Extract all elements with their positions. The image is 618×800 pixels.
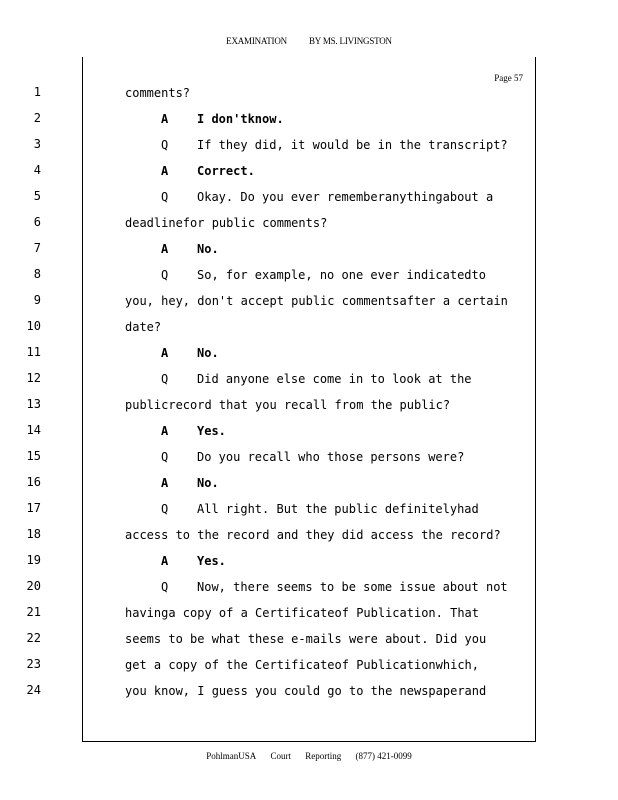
line-number: 16 bbox=[26, 475, 41, 489]
line-number: 24 bbox=[26, 683, 41, 697]
answer-label: A bbox=[161, 476, 169, 490]
transcript-line bbox=[33, 189, 535, 215]
line-number: 10 bbox=[26, 319, 41, 333]
answer-label: A bbox=[161, 346, 169, 360]
transcript-line bbox=[26, 319, 535, 345]
line-number: 6 bbox=[33, 215, 41, 229]
answer-label: A bbox=[161, 242, 169, 256]
answer-label: A bbox=[161, 424, 169, 438]
line-content: Now, there seems to be some issue about not bbox=[197, 580, 508, 594]
line-text bbox=[161, 476, 219, 490]
transcript-line bbox=[33, 111, 535, 137]
line-number: 22 bbox=[26, 631, 41, 645]
transcript-line bbox=[26, 449, 535, 475]
answer-label: A bbox=[161, 554, 169, 568]
line-number: 18 bbox=[26, 527, 41, 541]
transcript-line bbox=[33, 163, 535, 189]
line-text bbox=[161, 450, 464, 464]
line-text bbox=[161, 268, 486, 282]
line-number: 2 bbox=[33, 111, 41, 125]
page-footer bbox=[0, 751, 618, 761]
line-content: seems to be what these e-mails were about. Did you bbox=[125, 632, 487, 646]
line-text bbox=[161, 242, 219, 256]
transcript-line bbox=[26, 527, 535, 553]
line-number: 17 bbox=[26, 501, 41, 515]
line-text bbox=[125, 86, 190, 100]
line-content: No. bbox=[197, 346, 219, 360]
line-content: No. bbox=[197, 476, 219, 490]
line-content: Correct. bbox=[197, 164, 255, 178]
line-text bbox=[125, 528, 501, 542]
line-number: 19 bbox=[26, 553, 41, 567]
line-content: publicrecord that you recall from the public? bbox=[125, 398, 451, 412]
line-number: 14 bbox=[26, 423, 41, 437]
line-content: All right. But the public definitelyhad bbox=[197, 502, 479, 516]
line-text bbox=[125, 606, 479, 620]
question-label: Q bbox=[161, 502, 169, 516]
transcript-line bbox=[26, 631, 535, 657]
line-content: havinga copy of a Certificateof Publication. That bbox=[125, 606, 480, 620]
line-text bbox=[161, 372, 472, 386]
footer-company: PohlmanUSA bbox=[206, 751, 257, 761]
line-text bbox=[125, 294, 508, 308]
line-text bbox=[161, 502, 479, 516]
line-text bbox=[125, 216, 327, 230]
line-text bbox=[125, 632, 486, 646]
line-text bbox=[125, 320, 161, 334]
line-number: 11 bbox=[26, 345, 41, 359]
line-text bbox=[161, 190, 493, 204]
transcript-line bbox=[33, 293, 535, 319]
line-number: 1 bbox=[33, 85, 41, 99]
transcript-line bbox=[33, 241, 535, 267]
line-content: Yes. bbox=[197, 424, 226, 438]
line-content: Okay. Do you ever rememberanythingabout a bbox=[197, 190, 494, 204]
line-content: get a copy of the Certificateof Publicationwhich, bbox=[125, 658, 480, 672]
line-number: 4 bbox=[33, 163, 41, 177]
transcript-line bbox=[26, 475, 535, 501]
line-text bbox=[125, 658, 479, 672]
line-number: 3 bbox=[33, 137, 41, 151]
line-number: 23 bbox=[26, 657, 41, 671]
question-label: Q bbox=[161, 580, 169, 594]
question-label: Q bbox=[161, 138, 169, 152]
line-text bbox=[161, 346, 219, 360]
answer-label: A bbox=[161, 164, 169, 178]
footer-phone: (877) 421-0099 bbox=[355, 751, 412, 761]
transcript-line bbox=[26, 345, 535, 371]
transcript-line bbox=[26, 553, 535, 579]
line-content: date? bbox=[125, 320, 162, 334]
line-number: 21 bbox=[26, 605, 41, 619]
transcript-page bbox=[26, 57, 536, 742]
line-content: access to the record and they did access the record? bbox=[125, 528, 501, 542]
footer-service-reporting: Reporting bbox=[305, 751, 342, 761]
page-header bbox=[0, 36, 618, 46]
transcript-line bbox=[33, 215, 535, 241]
transcript-line bbox=[33, 137, 535, 163]
line-content: you know, I guess you could go to the newspaperand bbox=[125, 684, 487, 698]
transcript-line bbox=[26, 501, 535, 527]
line-text bbox=[161, 112, 284, 126]
question-label: Q bbox=[161, 372, 169, 386]
question-label: Q bbox=[161, 268, 169, 282]
line-content: I don'tknow. bbox=[197, 112, 284, 126]
line-content: Yes. bbox=[197, 554, 226, 568]
page-number: Page 57 bbox=[494, 73, 523, 83]
transcript-line bbox=[33, 85, 535, 111]
line-text bbox=[161, 164, 255, 178]
line-content: No. bbox=[197, 242, 219, 256]
transcript-line bbox=[26, 657, 535, 683]
transcript-line bbox=[26, 683, 535, 709]
line-content: Do you recall who those persons were? bbox=[197, 450, 465, 464]
line-number: 7 bbox=[33, 241, 41, 255]
line-content: you, hey, don't accept public commentsafter a certain bbox=[125, 294, 508, 308]
line-content: Did anyone else come in to look at the bbox=[197, 372, 472, 386]
question-label: Q bbox=[161, 190, 169, 204]
transcript-line bbox=[26, 397, 535, 423]
line-text bbox=[161, 424, 226, 438]
line-number: 15 bbox=[26, 449, 41, 463]
line-number: 20 bbox=[26, 579, 41, 593]
line-number: 13 bbox=[26, 397, 41, 411]
line-text bbox=[161, 580, 508, 594]
header-examiner: BY MS. LIVINGSTON bbox=[309, 36, 392, 46]
line-number: 8 bbox=[33, 267, 41, 281]
line-content: So, for example, no one ever indicatedto bbox=[197, 268, 486, 282]
line-number: 9 bbox=[33, 293, 41, 307]
line-content: comments? bbox=[125, 86, 191, 100]
answer-label: A bbox=[161, 112, 169, 126]
line-content: If they did, it would be in the transcript? bbox=[197, 138, 508, 152]
line-text bbox=[125, 684, 486, 698]
line-text bbox=[161, 554, 226, 568]
transcript-line bbox=[26, 423, 535, 449]
question-label: Q bbox=[161, 450, 169, 464]
transcript-line bbox=[33, 267, 535, 293]
transcript-line bbox=[26, 371, 535, 397]
line-text bbox=[125, 398, 450, 412]
line-text bbox=[161, 138, 508, 152]
footer-service-court: Court bbox=[270, 751, 292, 761]
line-number: 5 bbox=[33, 189, 41, 203]
line-content: deadlinefor public comments? bbox=[125, 216, 328, 230]
transcript-line bbox=[26, 579, 535, 605]
line-number: 12 bbox=[26, 371, 41, 385]
header-examination: EXAMINATION bbox=[226, 36, 287, 46]
transcript-line bbox=[26, 605, 535, 631]
